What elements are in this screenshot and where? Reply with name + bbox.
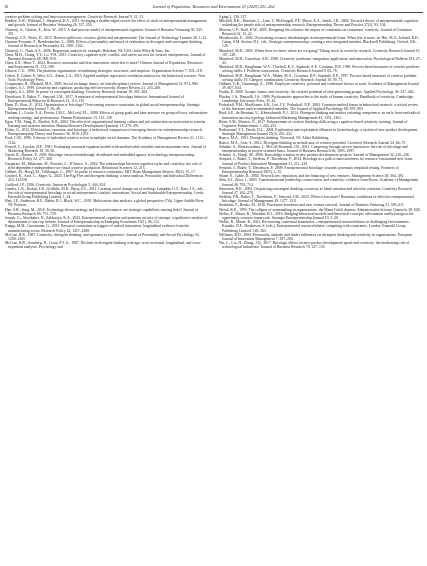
- reference-entry: Cropley, A.J., 2006. In praise of convergent thinking. Creativity Research Journal 18, 391–404.: [5, 90, 148, 95]
- reference-entry: Oldham, G.R., Cummings, A., 1996. Employee creativity: personal and contextual factors at work. Academy of Management Journal 39, 607–634.: [219, 82, 419, 91]
- reference-entry: Mosakowski, E., 2002. Overcoming resource disadvantages in entrepreneurial firms: When less is more, in: Hitt, M.A., Ireland, R.D., Camp, S.M. Sexton, D.L. eds., Strategic entrepreneurship: creating a new integrated mindset. Blackwell Publishing, Oxford, 106–126.: [219, 35, 420, 49]
- reference-entry: Ritter, S.M., Mostert, N., 2017. Enhancement of creative thinking skills using a cognitive-based creativity training. Journal of Cognitive Enhancement 1, 243–253.: [219, 119, 408, 128]
- reference-entry: Knapp, M.M., Grossmann, G., 2013. Resource constraints as triggers of radical innovation: longitudinal evidence from the manufacturing sector. Research Policy 42, 1457–1468.: [5, 224, 190, 233]
- reference-entry: Simonton, D.K., 2003. On praising convergent thinking: creativity as blind variation and selective retention. Creativity Research Journal 27, 262–270.: [219, 186, 412, 195]
- reference-entry: Fornell, C., Larcker, D.F., 1981. Evaluating structural equation models with unobservable variables and measurement error. Journal of Marketing Research 18, 39–50.: [5, 144, 207, 153]
- reference-entry: Schulze, A., Hoegl, M., 2006. Knowledge creation in new product development projects. Journal of Management 32, 210–236.: [219, 153, 410, 158]
- reference-entry: Plucker, J.A., Renzulli, J.S., 1999. Psychometric approaches to the study of human creativity. Handbook of creativity. Cambridge: Cambridge University Press, 35–61.: [219, 94, 415, 103]
- reference-entry: Moreau, C.P., Dahl, D.W., 2005. Designing the solution: the impact of constraints on consumers' creativity. Journal of Consumer Research 32, 13–22.: [219, 27, 413, 36]
- reference-entry: Dean, D., Ross, E., 2013. Optimization or bricolage? Overcoming resource constraints in global social entrepreneurship. Strategic Entrepreneurship Journal 7, 26–49.: [5, 102, 201, 112]
- reference-entry: Runco, M.A., Acar, S., 2012. Divergent thinking as an indicator of creative potential. Creativity Research Journal 24, 66–75.: [219, 140, 407, 145]
- header-divider: [4, 12, 423, 13]
- reference-entry: Reid, S.E., de Brentani, U., Kleinschmidt, E.J., 2014. Divergent thinking and market visioning competence: an early front-end radical innovation success typology. Industrial Marketing Management 43, 1351–1361.: [219, 111, 420, 120]
- reference-entry: Durham, L., Locke, E.A., Pervin, J.M.C., McLeod, P.L., 2000. Effects of group goals and time pressure on group efficacy, information-seeking strategy, and performance. Human Performance 13, 115–138.: [5, 111, 209, 120]
- reference-entry: Chatterji, A., Glaeser, E., Kerr, W., 2015. A dual-process model of entrepreneurial cognition. Journal of Business Venturing 30, 335–351.: [5, 27, 204, 36]
- reference-entry: Chaston-Froomni, F., Breidenbacher, L., 2008. Effects of personality and mood of evaluation on divergent and convergent thinking. Journal of Research in Personality 42, 1095–1102.: [5, 40, 203, 49]
- reference-entry: Shane, S., Cable, D., 2002. Network ties, reputation, and the financing of new ventures. Management Science 48, 364–381.: [219, 174, 405, 179]
- reference-entry: Ciborra, C.U., 1996. The platform organization: recombining strategies, structures, and surprises. Organization Science 7, 103–118.: [5, 69, 203, 74]
- reference-entry: creative problem solving and innovation management. Creativity Research Journal 9, 21–31.: [5, 15, 145, 19]
- reference-entry: Davidsson, P., Baker, T., Senyard, J.M., 2017. A measure of entrepreneurial bricolage behavior. International Journal of Entrepreneurial Behavior & Research 23, 114–135.: [5, 94, 184, 103]
- reference-entry: Mumford, M.D., 2003. Where have we been, where are we going? Taking stock in creativity research. Creativity Research Journal 15, 107–120.: [219, 48, 421, 57]
- reference-entry: Mumford, M.D., Gustafson, S.B., 1988. Creativity syndrome: integration, application, and innovation. Psychological Bulletin 103, 27–43.: [219, 56, 422, 66]
- reference-entry: Cropanzano, R., Mitchell, M.S., 2005. Social exchange theory: an interdisciplinary review. Journal of Management 31, 874–900.: [5, 82, 199, 86]
- reference-entry: Senyard, J., Baker, T., Steffens, P., Davidsson, P., 2014. Bricolage as a path to innovativeness for resource-constrained new firms. Journal of Product Innovation Management 31, 211–230.: [219, 157, 414, 166]
- journal-title: Journal of Population, Resources and Environment 23 (2025) 251–262: [152, 4, 275, 9]
- reference-entry: Joseph, G., Aboobaker, N., Zakkariya, K.A., 2023. Entrepreneurial cognition and premium activity of startups: a qualitative analysis of determinants of start-up failures. Journal of Entrepreneurship in Emerging Economies 15(1), 96–112.: [5, 216, 208, 225]
- reference-entry: Steffens, P.R., Baker, T., Davidsson, P., Senyard, J.M., 2023. When is less more? Boundary conditions of effective entrepreneurial bricolage. Journal of Management 49, 1277–1311.: [219, 195, 414, 204]
- reference-entry: Mumford, M.D., Baughman, W.A., Maher, M.A., Costanza, D.P., Supinski, E.P., 1997. Process-based measures of creative problem-solving skills: IV. Category combination. Creativity Research Journal 10, 59–71.: [219, 73, 418, 82]
- reference-entry: McCrae, R.R., 1987. Creativity, divergent thinking, and openness to experience. Journal of Personality and Social Psychology 52, 1258–1265.: [5, 232, 200, 241]
- reference-entry: Gasparini, M., Pakkonen, M., Pozzetti, L., D'Amico, S., 2022. The relationships between cognitive styles and creativity: the role of field dependence-independence on visual creative production. Behavioral Sciences 12, 213.: [5, 161, 202, 170]
- reference-entry: Weick, K.E., 1993. The collapse of sensemaking in organizations: the Mann Gulch disaster. Administrative Science Quarterly 38, 628.: [219, 207, 421, 212]
- reference-entry: Chen, S.X., Shen, T., 2023. Resource constraints and firm innovation: when less is more? Chinese Journal of Population, Resources and Environment 21, 172–180.: [5, 61, 203, 70]
- reference-entry: Wu, L., Liu, H., Zhang, J.Q., 2017. Bricolage effects on new-product development speed and creativity: the moderating role of technological turbulence. Journal of Business Research 70, 127–135.: [219, 241, 410, 250]
- reference-entry: Salunke, S., Weerawardena, J., McColl-Kennedy, J.R., 2013. Competing through service innovation: the role of bricolage and entrepreneurship in project-oriented firms. Journal of Business Research 66, 1085–1097.: [219, 144, 408, 153]
- reference-entry: Hao, S.B., Song, M., 2016. Technology-driven strategy and firm performance: are strategic capabilities missing links? Journal of Business Research 69, 751–759.: [5, 207, 199, 216]
- reference-entry: Runco, M.A., 1991. Divergent thinking. Norwood, NJ: Ablex Publishing.: [219, 136, 330, 141]
- reference-entry: Mitchell, R.K., Busenitz, L., Lant, T., McDougall, P.P., Morse, E.A., Smith, J.B., 2002. Toward a theory of entrepreneurial cognition: rethinking the people side of entrepreneurship research. Entrepreneurship Theory and Practice 27(2), 93–104.: [219, 19, 419, 28]
- reference-entry: Weller, R., Mauer, R., 2021. Re-enacting contextual boundaries—entrepreneurial resourcefulness in challenging environments. Kuratko, D.F., Hoskinson, S. (eds.), Entrepreneurial resourcefulness: competing with constraints. London: Emerald Group Publishing Limited, 149–165.: [219, 220, 410, 233]
- references-column-right: [219, 15, 422, 250]
- reference-entry: Stenholm, P., Renko, M., 2016. Passionate bricoleurs and new venture survival. Journal of Business Venturing 31, 595–611.: [219, 203, 405, 208]
- reference-entry: McCrae, R.R., Arenberg, D., Costa, P.T. Jr., 1987. Declines in divergent thinking with age: cross-sectional, longitudinal, and cross-sequential analyses. Psychology and: [5, 241, 202, 250]
- reference-entry: Gundry, L.K., Kickul, J.R., Griffiths, M.D., Bacq, S.C., 2011. Creating social change out of nothing: Lumpkin, G.T., Katz, J.A., eds., the role of entrepreneurial bricolage in social entrepreneurs' catalytic innovations. Social and Sustainable Entrepreneurship. Leeds: Emerald Group Publishing Limited, 1–24.: [5, 186, 205, 200]
- reference-entry: Rothaermel, F.T., Deeds, D.L., 2004. Exploration and exploitation alliances in biotechnology: a system of new product development. Strategic Management Journal 25(3), 201–221.: [219, 128, 419, 137]
- reference-entry: Cohen, P., Cohen, P., West, S.G., Aiken, L.S., 2013. Applied multiple regression/correlation analysis for the behavioral sciences. New York: Psychology Press.: [5, 73, 206, 82]
- reference-entry: Guilford, J.P., 1956. Creativity. American Psychologist 5, 444–454.: [5, 182, 107, 187]
- reference-entry: Chatterji, C.F., Weiss, D., 2015. Reverse-spillovers: creative, global and entrepreneurial. The Journal of Technology Transfer 40, 1–22.: [5, 35, 208, 40]
- reference-entry: Paulus, P., 2000. Groups, teams, and creativity: the creative potential of idea-generating groups. Applied Psychology 49, 237–262.: [219, 90, 415, 95]
- reference-entry: Mumford, M.D., Baughman, W.A., Threlfall, K.V., Supinski, E.P., Costanza, D.P., 1996. Process-based measures of creative problem-solving skills: I. Problem construction. Creativity Research Journal 9, 63–76.: [219, 65, 420, 74]
- reference-entry: Ford, C.M., 1996. A theory of individual creative action in multiple social domains. The Academy of Management Review 21, 1112–1142.: [5, 136, 205, 145]
- reference-entry: Bradley, S.W., Wiklund, J., Shepherd, D.A., 2011. Swinging a double-edged sword: the effect of slack on entrepreneurial management and growth. Journal of Business Venturing 26, 537–554.: [5, 19, 207, 28]
- reference-entry: Williams, R.D., 2004. Personality, attitude, and leader influences on divergent thinking and creativity in organizations. European Journal of Innovation Management 7, 187–204.: [219, 232, 413, 241]
- reference-entry: Hair, J.F., Anderson, R.E., Babin, B.J., Black, W.C., 2010. Multivariate data analysis: a global perspective (7th). Upper Saddle River, NJ: Pearson.: [5, 199, 205, 208]
- references-column-left: [5, 15, 208, 250]
- reference-entry: Podsakoff, P.M., MacKenzie, S.B., Lee, J.Y., Podsakoff, N.P., 2003. Common method biases in behavioral research: a critical review of the literature and recommended remedies. The Journal of Applied Psychology 88, 879–903.: [219, 102, 419, 112]
- reference-entry: Gibbert, M., Hoegl, M., Välikangas, L., 2007. In praise of resource constraints. MIT Sloan Management Review, 48(3), 15–17.: [5, 169, 196, 174]
- reference-entry: Cropley, A.J., 1999. Creativity and cognition: producing effective novelty. Roeper Review 21, 253–260.: [5, 86, 162, 91]
- reference-entry: Chatterji, C., Nash, A.S., 2006. Regression analysis by example. Hoboken, NJ, USA: John Wiley & Sons, Inc.: [5, 48, 171, 53]
- references-section: [0, 15, 427, 563]
- reference-entry: Chen, M.H., Chang, Y.Y., Lo, Y.H., 2015. Creativity cognitive style, conflict, and career success for creative entrepreneurs. Journal of Business Research 68, 906–910.: [5, 52, 206, 61]
- page-number: 10: [4, 4, 9, 9]
- reference-entry: Egan, T.M., Yang, B., Bartlett, K.R., 2004. The effects of organizational learning culture and job satisfaction on motivation to transfer learning and turnover intention. Human Resource Development Quarterly 15, 279–301.: [5, 119, 206, 128]
- reference-entry: Senyard, J., Baker, T., Davidsson, P., 2009. Entrepreneurial bricolage: towards systematic empirical testing. Frontiers of Entrepreneurship Research 29(5), 1–15.: [219, 165, 399, 174]
- reference-entry: Gruijerl, K., Asse, L., Säger, G., 2023. The Big Five and divergent thinking: a meta-analysis. Personality and Individual Differences 214, 112338.: [5, 174, 204, 183]
- reference-entry: Garud, R., Karnøe, P., 2003. Bricolage versus breakthrough: distributed and embedded agency in technology entrepreneurship. Research Policy 32, 277–300.: [5, 153, 196, 162]
- reference-entry: Shin, S.J., Zhou, J., 2003. Transformational leadership, conservation, and creativity: evidence from Korea. Academy of Management Journal 46, 703–714.: [219, 178, 419, 187]
- reference-entry: Aging 2, 130–137.: [219, 15, 248, 19]
- reference-entry: Fisher, G., 2012. Effectuation, causation, and bricolage: a behavioral comparison of emerging theories in entrepreneurship research. Entrepreneurship Theory and Practice 36, 1019–1051.: [5, 128, 203, 137]
- reference-entry: Welter, F., Mauer, R., Wuebker, R.J., 2016. Bridging behavioral models and theoretical concepts: effectuation and bricolage in the opportunity creation framework. Strategic Entrepreneurship Journal 10, 5–20.: [219, 211, 414, 220]
